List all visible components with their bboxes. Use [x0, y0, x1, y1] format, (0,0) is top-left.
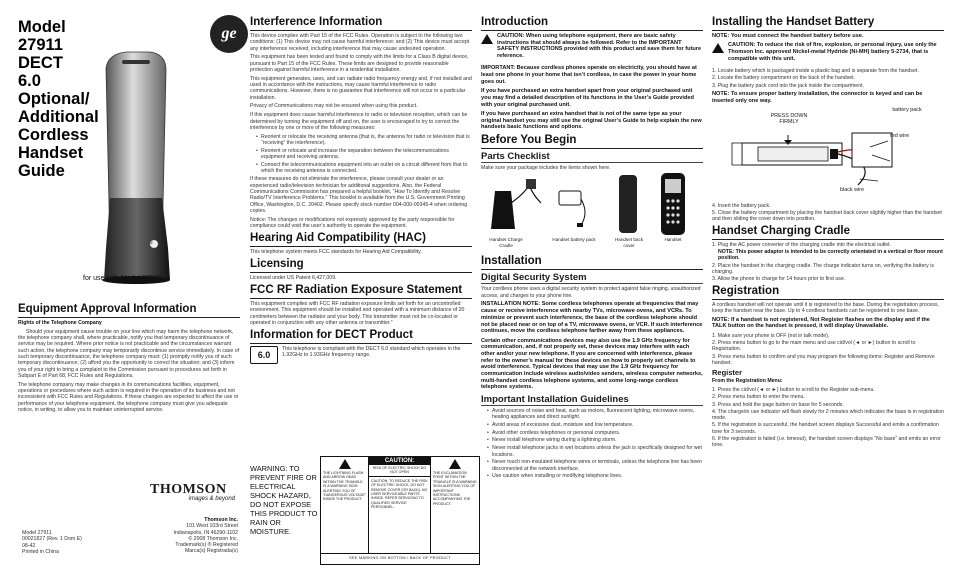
warning-text: WARNING: TO PREVENT FIRE OR ELECTRICAL SHOCK HAZARD, DO NOT EXPOSE THIS PRODUCT TO RAIN OR MOISTURE. — [250, 464, 318, 536]
list-item: 5. If the registration is successful, the handset screen displays Successful and emits a confirmation tone for 3 seconds. — [712, 422, 939, 435]
part-label-cradle: Handset Charge Cradle — [489, 237, 523, 248]
caution-panels — [321, 457, 479, 553]
caution-title: CAUTION: — [369, 457, 430, 465]
hac-paragraph: This telephone system meets FCC standards for Hearing Aid Compatibility. — [250, 249, 422, 256]
intro-caution — [481, 33, 703, 62]
register-steps — [712, 387, 944, 449]
handset-brand-mark: GE — [148, 241, 154, 245]
intro-paragraph: If you have purchased an extra handset that is not of the same type as your original handset you may still use the original User’s Guide to help explain the new handsets basic functions and options. — [481, 110, 702, 131]
diagram-label-press-down: PRESS DOWN FIRMLY — [770, 112, 808, 126]
list-item: 2. Place the handset in the charging cradle. The charge indicator turns on, verifying the battery is charging. — [712, 262, 934, 275]
caution-middle-panel — [369, 457, 431, 553]
interference-heading: Interference Information — [250, 16, 472, 31]
caution-left-panel — [321, 457, 369, 553]
rf-paragraph: This equipment complies with FCC RF radiation exposure limits set forth for an uncontrolled environment. This equipment should be installed and operated with a minimum distance of 20 centimeters between the radiator and your body. This transmitter must not be co-located or operated in conjunction with any other antenna or transmitter.” — [250, 300, 465, 326]
model-info — [22, 530, 82, 555]
caution-subtitle: RISK OF ELECTRIC SHOCK DO NOT OPEN — [369, 465, 430, 477]
list-item: 3. Press menu button to confirm and you may program the following items: Register and Remove handset. — [712, 353, 935, 366]
warning-triangle-icon — [712, 43, 724, 53]
interference-paragraph: Privacy of Communications may not be ensured when using this product. — [250, 103, 418, 110]
parts-drawing — [481, 173, 703, 235]
dect-block — [250, 346, 472, 364]
hac-heading: Hearing Aid Compatibility (HAC) — [250, 232, 472, 247]
handset-caption: for use with Model 27909 — [83, 275, 162, 282]
installation-guidelines-list — [487, 408, 703, 480]
list-item: 4. The charge/in use indicator will flash slowly for 2 minutes which indicates the base is in registration mode. — [712, 408, 945, 422]
equipment-subheading: Rights of the Telephone Company — [18, 320, 102, 326]
list-item: 5. Close the battery compartment by placing the handset back cover slightly higher than the handset and then sliding the cover down into position. — [712, 210, 942, 223]
licensing-heading: Licensing — [250, 258, 472, 273]
licensing-paragraph: Licensed under US Patent 6,427,009. — [250, 275, 337, 282]
intro-caution-text: CAUTION: When using telephone equipment, there are basic safety instructions that should always be followed. Refer to the IMPORTANT SAFETY INSTRUCTIONS provided with this product and save them for future reference. — [497, 33, 702, 60]
list-item: • Connect the telecommunications equipment into an outlet on a circuit different from that to which the receiving antenna is connected. — [256, 162, 472, 175]
digital-security-heading: Digital Security System — [481, 272, 703, 284]
equipment-section — [18, 303, 240, 416]
installation-guidelines-heading: Important Installation Guidelines — [481, 394, 703, 406]
caution-right-panel — [431, 457, 479, 553]
install-battery-note: NOTE: You must connect the handset battery before use. — [712, 33, 864, 39]
install-battery-steps — [712, 68, 944, 89]
dect-heading: Information for DECT Product — [250, 329, 472, 344]
lightning-warning-icon — [339, 459, 351, 469]
parts-illustrations — [481, 173, 703, 251]
handset-image — [96, 48, 176, 288]
thomson-address — [168, 517, 238, 555]
list-item: 3. Press and hold the page button on base for 5 seconds. — [712, 401, 844, 408]
dect-logo — [250, 346, 278, 364]
charging-cradle-steps — [712, 242, 944, 283]
handset-drawing — [661, 173, 685, 235]
intro-paragraph: If you have purchased an extra handset apart from your original purchased unit you may find a detailed description of its functions in the User’s Guide provided with your original purchased unit. — [481, 88, 694, 108]
caution-left-text: THE LIGHTNING FLASH AND ARROW HEAD WITHIN THE TRIANGLE IS A WARNING SIGN ALERTING YOU OF “DANGEROUS VOLTAGE” INSIDE THE PRODUCT. — [323, 471, 366, 502]
interference-paragraph: If this equipment does cause harmful interference to radio or television reception, which can be determined by turning the equipment off and on, the user is encouraged to try to correct the interference by one or more of the following measures: — [250, 112, 468, 131]
list-item: • Use caution when installing or modifying telephone lines. — [487, 473, 703, 479]
installation-note-2: Certain other communications devices may also use the 1.9 GHz frequency for communication, and, if not properly set, these devices may interfere with each other and/or your new telephone. If you are concerned with interference, please refer to the owner’s manual for these devices on how to properly set channels to avoid interference. Typical devices that may use the 1.9 GHz frequency for communication include wireless audio/video senders, wireless computer networks, multi-handset cordless telephone systems, and some long-range cordless telephone systems. — [481, 337, 703, 391]
column-4 — [712, 16, 944, 451]
list-item: • Avoid other cordless telephones or personal computers. — [487, 430, 703, 436]
caution-label — [320, 456, 480, 565]
dect-logo-label: 6.0 — [257, 349, 271, 360]
registration-heading: Registration — [712, 285, 944, 300]
install-battery-steps-2 — [712, 203, 944, 223]
parts-checklist-paragraph: Make sure your package includes the items shown here. — [481, 164, 611, 171]
install-battery-heading: Installing the Handset Battery — [712, 16, 944, 31]
caution-footer: SEE MARKING ON BOTTOM / BACK OF PRODUCT — [321, 553, 479, 560]
thomson-tagline: images & beyond — [188, 496, 235, 502]
rf-heading: FCC RF Radiation Exposure Statement — [250, 284, 472, 299]
part-label-handset: Handset — [664, 237, 682, 243]
equipment-paragraph-2: The telephone company may make changes in its communications facilities, equipment, operations or procedures where such action is required in the operation of its business and not inconsistent with FCC Rules and Regulations. If these changes are expected to affect the use or performance of your telephone equipment, the telephone company must give you adequate notice, in writing, to allow you to maintain uninterrupted service. — [18, 381, 239, 413]
model-info-line: Model 27911 — [22, 530, 52, 536]
column-3 — [481, 16, 703, 482]
install-battery-caution-text: CAUTION: To reduce the risk of fire, explosion, or personal injury, use only the Thomson Inc. approved Nickel-metal Hydride (Ni-MH) battery 5-2734, that is compatible with this unit. — [728, 42, 937, 62]
diagram-label-red-wire: red wire — [890, 132, 910, 139]
ge-logo-monogram: ge — [221, 25, 237, 42]
address-line: © 2008 Thomson Inc. — [188, 535, 238, 542]
before-you-begin-heading: Before You Begin — [481, 134, 703, 149]
thomson-logo — [150, 482, 235, 502]
list-item: • Avoid areas of excessive dust, moisture and low temperature. — [487, 422, 703, 428]
dect-paragraph: This telephone is compliant with the DECT 6.0 standard which operates in the 1.92GHz to 1.93GHz frequency range. — [282, 345, 461, 358]
part-label-battery: Handset battery pack — [552, 237, 596, 243]
list-item: 6. If the registration is failed (i.e. timeout), the handset screen displays “No base” and emits an error tone. — [712, 436, 941, 449]
equipment-heading: Equipment Approval Information — [18, 303, 240, 318]
diagram-label-battery-pack: battery pack — [892, 106, 922, 113]
address-line: Trademark(s) ® Registered — [175, 542, 238, 549]
register-subheading: From the Registration Menu: — [712, 378, 783, 385]
address-line: 101 West 103rd Street — [186, 523, 238, 530]
address-line: Thomson Inc. — [204, 517, 238, 523]
list-item: • Never install telephone wiring during a lightning storm. — [487, 437, 703, 443]
registration-steps — [712, 333, 944, 366]
list-item: • Never touch non-insulated telephone wires or terminals, unless the telephone line has been disconnected at the network interface. — [487, 459, 703, 472]
list-item: NOTE: This power adaptor is intended to be correctly orientated in a vertical or floor mount position. — [718, 249, 943, 262]
list-item: • Never install telephone jacks in wet locations unless the jack is specifically designed for wet locations. — [487, 445, 703, 458]
column-2 — [250, 16, 477, 560]
interference-paragraph: Notice: The changes or modifications not expressly approved by the party responsible for compliance could void the user’s authority to operate the equipment. — [250, 216, 455, 230]
list-item: 2. Press menu button to go to the main menu and use cid/vol (◄ or ►) button to scroll to Registration. — [712, 339, 916, 353]
list-item: • Avoid sources of noise and heat, such as motors, fluorescent lighting, microwave ovens, heating appliances and direct sunlight. — [487, 408, 703, 421]
diagram-label-black-wire: black wire — [840, 186, 864, 193]
list-item: 4. Insert the battery pack. — [712, 202, 771, 209]
model-info-line: 00021827 (Rev. 1 Dom E) — [22, 536, 82, 543]
list-item: 2. Press menu button to enter the menu. — [712, 394, 805, 401]
list-item: 1. Press the cid/vol (◄ or ►) button to scroll to the Register sub-menu. — [712, 386, 875, 393]
list-item: 3. Plug the battery pack cord into the jack inside the compartment. — [712, 82, 864, 89]
caution-middle-text: CAUTION: TO REDUCE THE RISK OF ELECTRIC SHOCK, DO NOT REMOVE COVER (OR BACK). NO USER SERVICEABLE PARTS INSIDE. REFER SERVICING TO QUALIFIED SERVICE PERSONNEL. — [371, 478, 428, 510]
interference-paragraph: If these measures do not eliminate the interference, please consult your dealer or an experienced radio/television technician for additional suggestions. Also, the Federal Communications Commission has prepared a helpful booklet, “How To Identify and Resolve Radio/TV Interference Problems.” This booklet is available from the U.S. Government Printing Office, Washington, D.C. 20402. Please specify stock number 004-000-00345-4 when ordering copies. — [250, 176, 468, 214]
install-battery-caution — [712, 42, 944, 65]
digital-security-paragraph: Your cordless phone uses a digital security system to protect against false ringing, unauthorized access, and charges to your phone line. — [481, 286, 701, 299]
interference-paragraph: This device complies with Part 15 of the FCC Rules. Operation is subject to the following two conditions: (1) This device may not cause harmful interference; and (2) This device must accept any interference received, including interference that may cause undesired operation. — [250, 33, 470, 52]
battery-pack-drawing — [559, 191, 585, 227]
page-title: Model 27911 DECT 6.0 Optional/ Additional Cordless Handset Guide — [18, 18, 99, 180]
installation-heading: Installation — [481, 255, 703, 270]
charge-cradle-drawing — [491, 179, 541, 229]
model-info-line: Printed in China — [22, 548, 59, 555]
registration-note: NOTE: If a handset is not registered, Not Register flashes on the display and if the TALK button on the handset is pressed, it will display Unavailable. — [712, 316, 930, 330]
list-item: 3. Allow the phone to charge for 14 hours prior to first use. — [712, 276, 846, 283]
warning-triangle-icon — [481, 34, 493, 44]
list-item: • Reorient or relocate the receiving antenna (that is, the antenna for radio or television that is “receiving” the interference). — [256, 134, 472, 147]
interference-measures-list — [256, 134, 472, 175]
model-info-line: 08-42 — [22, 542, 36, 549]
parts-checklist-heading: Parts Checklist — [481, 151, 703, 163]
battery-diagram — [712, 107, 944, 203]
caution-right-text: THE EXCLAMATION POINT WITHIN THE TRIANGLE IS A WARNING SIGN ALERTING YOU OF IMPORTANT INSTRUCTIONS ACCOMPANYING THE PRODUCT. — [433, 471, 477, 506]
exclamation-warning-icon — [449, 459, 461, 469]
introduction-heading: Introduction — [481, 16, 703, 31]
battery-installation-drawing — [712, 107, 944, 203]
address-line: Indianapolis, IN 46290-1102 — [173, 529, 238, 536]
charging-cradle-heading: Handset Charging Cradle — [712, 225, 944, 240]
handset-in-cradle-illustration — [96, 48, 176, 288]
ge-logo — [210, 15, 248, 53]
install-battery-note-2: NOTE: To ensure proper battery installation, the connector is keyed and can be inserted only one way. — [712, 90, 923, 104]
intro-paragraph: IMPORTANT: Because cordless phones operate on electricity, you should have at least one phone in your home that isn’t cordless, in case the power in your home goes out. — [481, 65, 697, 85]
back-cover-drawing — [619, 175, 637, 233]
registration-paragraph: A cordless handset will not operate until it is registered to the base. During the registration process, keep the handset near the base. Up to 4 cordless handsets can be registered to one base. — [712, 301, 939, 314]
equipment-paragraph-1: Should your equipment cause trouble on your line which may harm the telephone network, the telephone company shall, where practicable, notify you that temporary discontinuance of service may be required. Where prior notice is not practicable and the circumstances warrant such action, the telephone company may temporarily discontinue service immediately. In case of such temporary discontinuance, the telephone company must: (1) promptly notify you of such temporary discontinuance; (2) afford you the opportunity to correct the situation; and (3) inform you of your right to bring a complaint to the Commission pursuant to procedures set forth in Subpart E of Part 68, FCC Rules and Regulations. — [18, 328, 240, 379]
list-item: 1. Plug the AC power converter of the charging cradle into the electrical outlet. — [712, 241, 892, 248]
installation-note: INSTALLATION NOTE: Some cordless telephones operate at frequencies that may cause or receive interference with nearby TVs, microwave ovens, and VCRs. To minimize or prevent such interference, the base of the cordless telephone should not be placed near or on top of a TV, microwave ovens, or VCR. If such interference continues, move the cordless telephone farther away from these appliances. — [481, 301, 703, 335]
interference-paragraph: This equipment generates, uses, and can radiate radio frequency energy and, if not installed and used in accordance with the instructions, may cause harmful interference to radio communications. However, there is no guarantee that interference will not occur in a particular installation. — [250, 75, 472, 101]
thomson-wordmark: THOMSON — [150, 482, 227, 497]
register-heading: Register — [712, 368, 743, 378]
list-item: 1. Make sure your phone is OFF (not in talk mode). — [712, 332, 830, 339]
interference-paragraph: This equipment has been tested and found to comply with the limits for a Class B digital device, pursuant to Part 15 of the FCC Rules. These limits are designed to provide reasonable protection against harmful interference in a residential installation. — [250, 54, 469, 73]
part-label-back-cover: Handset back cover — [614, 237, 644, 248]
list-item: 1. Locate battery which is packaged inside a plastic bag and is separate from the handset. — [712, 68, 919, 74]
list-item: • Reorient or relocate and increase the separation between the telecommunications equipment and receiving antenna. — [256, 148, 472, 161]
address-line: Marca(s) Registrada(s) — [184, 548, 238, 555]
list-item: 2. Locate the battery compartment on the back of the handset. — [712, 75, 856, 82]
